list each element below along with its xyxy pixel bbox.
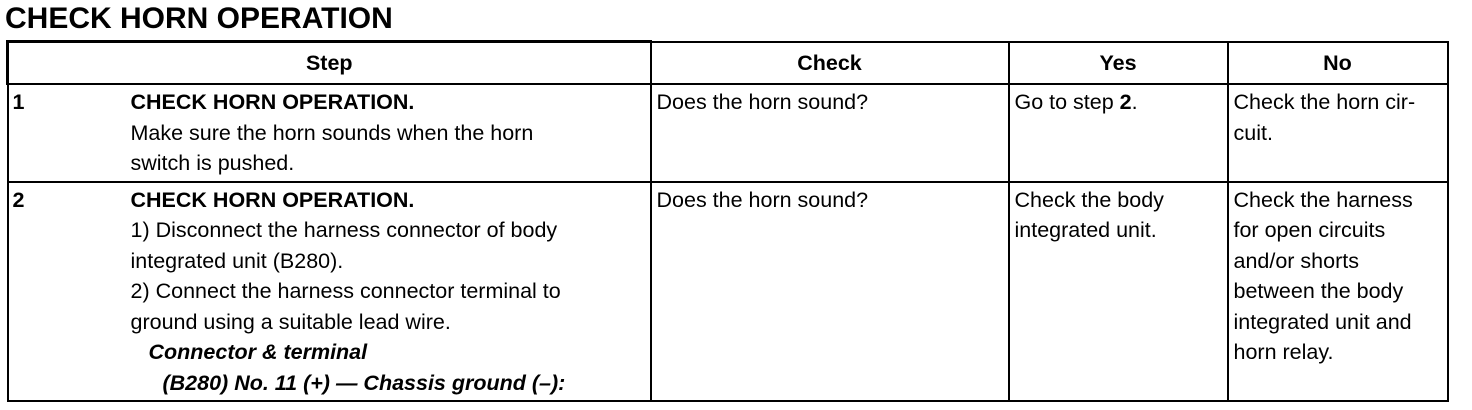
check-text: Does the horn sound? (656, 187, 869, 212)
check-cell (651, 182, 1009, 402)
troubleshooting-table (6, 40, 1449, 402)
step-body (131, 87, 641, 179)
connector-title: Connector & terminal (148, 340, 368, 364)
header-check: Check (651, 42, 1009, 85)
no-line: horn relay. (1233, 340, 1334, 364)
table-header-row (8, 42, 1448, 85)
no-line: Check the harness (1233, 187, 1413, 212)
step-line: integrated unit (B280). (130, 248, 344, 273)
no-line: and/or shorts (1233, 248, 1359, 273)
step-heading: CHECK HORN OPERATION. (130, 90, 415, 114)
step-line: Make sure the horn sounds when the horn (130, 120, 534, 145)
header-no: No (1228, 42, 1448, 85)
connector-spec: (B280) No. 11 (+) — Chassis ground (–): (162, 370, 566, 395)
check-cell (651, 84, 1009, 182)
step-line: switch is pushed. (130, 151, 295, 175)
step-cell (8, 182, 651, 402)
step-line: 1) Disconnect the harness connector of body (130, 218, 558, 242)
page-title: CHECK HORN OPERATION (5, 2, 393, 35)
header-step: Step (8, 42, 651, 85)
header-yes: Yes (1009, 42, 1228, 85)
yes-suffix: . (1131, 90, 1138, 114)
step-line: 2) Connect the harness connector terminal to (130, 279, 561, 303)
yes-cell (1009, 182, 1228, 402)
no-line: between the body (1233, 279, 1404, 303)
no-line: integrated unit and (1233, 309, 1412, 334)
table-row (8, 84, 1448, 182)
no-line: Check the horn cir- (1233, 90, 1416, 114)
yes-line: integrated unit. (1014, 218, 1157, 242)
check-text: Does the horn sound? (656, 90, 869, 114)
step-number: 2 (12, 187, 25, 212)
no-line: cuit. (1233, 120, 1273, 145)
step-cell (8, 84, 651, 182)
yes-prefix: Go to step (1014, 90, 1120, 114)
yes-line: Check the body (1014, 187, 1164, 212)
table-row (8, 182, 1448, 402)
yes-cell (1009, 84, 1228, 182)
step-heading: CHECK HORN OPERATION. (130, 187, 415, 212)
no-cell (1228, 84, 1448, 182)
step-number: 1 (12, 90, 25, 114)
step-body (131, 185, 641, 399)
step-line: ground using a suitable lead wire. (130, 309, 451, 334)
no-line: for open circuits (1233, 218, 1386, 242)
no-cell (1228, 182, 1448, 402)
yes-step-ref: 2 (1119, 90, 1132, 114)
